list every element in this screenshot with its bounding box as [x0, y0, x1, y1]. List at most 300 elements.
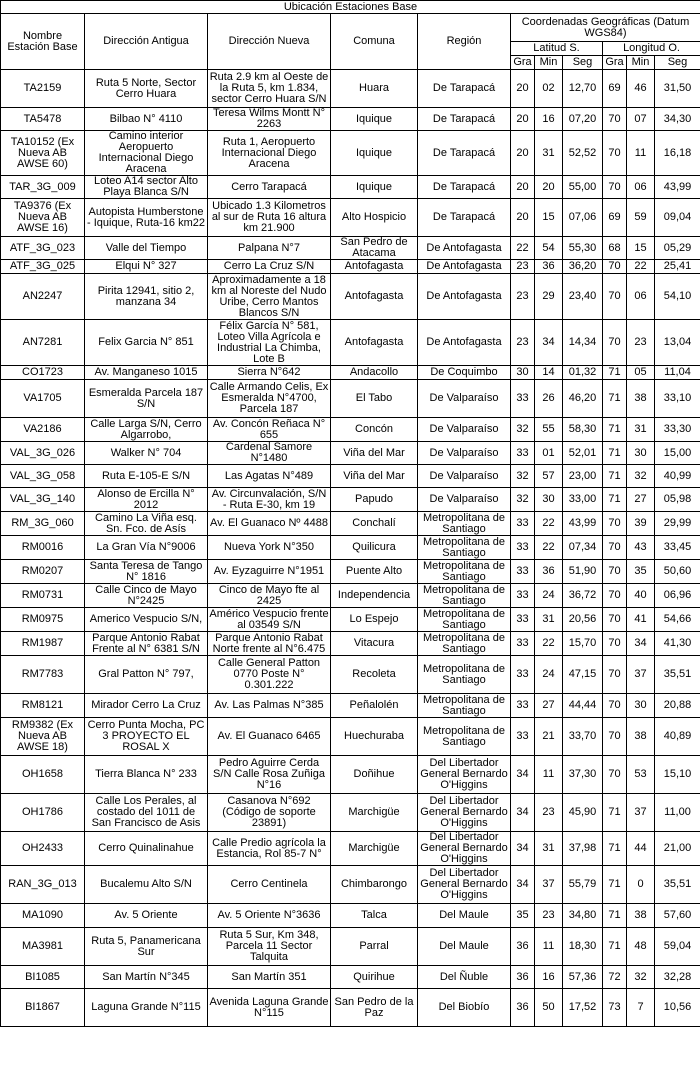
- cell-station-name: RAN_3G_013: [1, 866, 85, 904]
- cell-lat-gra: 33: [511, 632, 535, 656]
- cell-comuna: Viña del Mar: [331, 442, 418, 465]
- cell-lon-seg: 40,99: [655, 465, 700, 488]
- table-row: [1, 718, 700, 756]
- cell-lat-min: 31: [535, 608, 563, 632]
- cell-region: De Antofagasta: [418, 274, 511, 320]
- cell-region: Del Maule: [418, 928, 511, 966]
- cell-lon-min: 31: [627, 418, 655, 442]
- cell-lon-gra: 70: [603, 694, 627, 718]
- cell-new-address: Calle Armando Celis, Ex Esmeralda N°4700, Parcela 187: [208, 380, 331, 418]
- cell-station-name: VA1705: [1, 380, 85, 418]
- table-row: [1, 418, 700, 442]
- cell-new-address: Ruta 1, Aeropuerto Internacional Diego Aracena: [208, 131, 331, 176]
- header-coordenadas: Coordenadas Geográficas (Datum WGS84): [511, 14, 700, 42]
- cell-lon-seg: 13,04: [655, 320, 700, 366]
- cell-lon-min: 7: [627, 989, 655, 1027]
- cell-lon-min: 37: [627, 794, 655, 832]
- cell-lat-min: 36: [535, 560, 563, 584]
- cell-station-name: RM8121: [1, 694, 85, 718]
- cell-lat-seg: 55,30: [563, 237, 603, 260]
- cell-lon-gra: 70: [603, 536, 627, 560]
- cell-old-address: Cerro Quinalinahue: [85, 832, 208, 866]
- cell-lat-seg: 37,30: [563, 756, 603, 794]
- cell-lat-min: 22: [535, 512, 563, 536]
- cell-lon-seg: 54,66: [655, 608, 700, 632]
- cell-lat-gra: 33: [511, 584, 535, 608]
- cell-new-address: Cardenal Samore N°1480: [208, 442, 331, 465]
- table-row: [1, 260, 700, 274]
- cell-comuna: Independencia: [331, 584, 418, 608]
- cell-lon-seg: 57,60: [655, 904, 700, 928]
- cell-comuna: Peñalolén: [331, 694, 418, 718]
- cell-lon-gra: 70: [603, 656, 627, 694]
- table-row: [1, 442, 700, 465]
- cell-station-name: TAR_3G_009: [1, 176, 85, 199]
- cell-lat-min: 16: [535, 108, 563, 131]
- cell-old-address: Walker N° 704: [85, 442, 208, 465]
- cell-lon-min: 27: [627, 488, 655, 512]
- cell-lat-min: 20: [535, 176, 563, 199]
- cell-new-address: Av. Concón Reñaca N° 655: [208, 418, 331, 442]
- cell-lon-seg: 25,41: [655, 260, 700, 274]
- cell-old-address: Ruta 5 Norte, Sector Cerro Huara: [85, 70, 208, 108]
- cell-lat-min: 22: [535, 632, 563, 656]
- cell-lat-gra: 20: [511, 199, 535, 237]
- cell-lon-min: 0: [627, 866, 655, 904]
- cell-region: De Tarapacá: [418, 108, 511, 131]
- cell-lon-gra: 70: [603, 584, 627, 608]
- cell-lon-gra: 71: [603, 928, 627, 966]
- cell-old-address: La Gran Vía N°9006: [85, 536, 208, 560]
- cell-lon-min: 05: [627, 366, 655, 380]
- cell-region: Metropolitana de Santiago: [418, 536, 511, 560]
- cell-station-name: RM1987: [1, 632, 85, 656]
- cell-lon-seg: 33,30: [655, 418, 700, 442]
- cell-old-address: Alonso de Ercilla N° 2012: [85, 488, 208, 512]
- cell-old-address: Bilbao N° 4110: [85, 108, 208, 131]
- cell-lon-seg: 09,04: [655, 199, 700, 237]
- cell-lon-gra: 70: [603, 718, 627, 756]
- cell-region: De Valparaíso: [418, 418, 511, 442]
- table-row: [1, 584, 700, 608]
- cell-lat-gra: 34: [511, 756, 535, 794]
- cell-old-address: Autopista Humberstone - Iquique, Ruta-16 km22: [85, 199, 208, 237]
- cell-new-address: Calle Predio agrícola la Estancia, Rol 85-7 N°: [208, 832, 331, 866]
- cell-region: Metropolitana de Santiago: [418, 632, 511, 656]
- cell-comuna: Antofagasta: [331, 260, 418, 274]
- cell-lat-seg: 37,98: [563, 832, 603, 866]
- cell-new-address: Cerro Centinela: [208, 866, 331, 904]
- cell-new-address: Cerro La Cruz S/N: [208, 260, 331, 274]
- cell-lon-gra: 70: [603, 632, 627, 656]
- cell-lon-gra: 71: [603, 418, 627, 442]
- table-row: [1, 608, 700, 632]
- cell-lon-min: 35: [627, 560, 655, 584]
- table-row: [1, 274, 700, 320]
- table-row: [1, 656, 700, 694]
- cell-lat-gra: 20: [511, 70, 535, 108]
- table-row: [1, 794, 700, 832]
- cell-region: De Antofagasta: [418, 320, 511, 366]
- table-body: [1, 70, 700, 1027]
- header-region: Región: [418, 14, 511, 70]
- table-row: [1, 380, 700, 418]
- cell-region: Del Maule: [418, 904, 511, 928]
- cell-old-address: Felix Garcia N° 851: [85, 320, 208, 366]
- cell-lon-min: 53: [627, 756, 655, 794]
- cell-station-name: CO1723: [1, 366, 85, 380]
- cell-region: De Tarapacá: [418, 131, 511, 176]
- cell-lon-gra: 69: [603, 70, 627, 108]
- cell-new-address: Las Agatas N°489: [208, 465, 331, 488]
- cell-new-address: Américo Vespucio frente al 03549 S/N: [209, 607, 329, 631]
- cell-region: De Valparaíso: [418, 380, 511, 418]
- cell-comuna: Parral: [331, 928, 418, 966]
- cell-lon-min: 40: [627, 584, 655, 608]
- cell-new-address: Avenida Laguna Grande N°115: [208, 989, 331, 1027]
- cell-old-address: Laguna Grande N°115: [85, 989, 208, 1027]
- cell-lat-gra: 33: [511, 694, 535, 718]
- cell-old-address: Esmeralda Parcela 187 S/N: [85, 380, 208, 418]
- cell-old-address: Santa Teresa de Tango N° 1816: [85, 560, 208, 584]
- cell-lon-min: 22: [627, 260, 655, 274]
- cell-lat-min: 11: [535, 756, 563, 794]
- cell-lat-min: 24: [535, 584, 563, 608]
- table-row: [1, 512, 700, 536]
- cell-lon-min: 44: [627, 832, 655, 866]
- cell-lat-seg: 14,34: [563, 320, 603, 366]
- table-row: [1, 237, 700, 260]
- cell-lon-seg: 33,10: [655, 380, 700, 418]
- cell-lat-seg: 36,20: [563, 260, 603, 274]
- cell-lat-gra: 33: [511, 656, 535, 694]
- cell-comuna: Talca: [331, 904, 418, 928]
- cell-comuna: Concón: [331, 418, 418, 442]
- cell-comuna: Viña del Mar: [331, 465, 418, 488]
- cell-region: De Tarapacá: [418, 70, 511, 108]
- cell-region: Metropolitana de Santiago: [418, 608, 511, 632]
- cell-station-name: MA1090: [1, 904, 85, 928]
- cell-station-name: BI1085: [1, 966, 85, 989]
- cell-lat-gra: 35: [511, 904, 535, 928]
- cell-lon-min: 37: [627, 656, 655, 694]
- cell-lon-seg: 59,04: [655, 928, 700, 966]
- cell-lat-seg: 45,90: [563, 794, 603, 832]
- cell-region: De Valparaíso: [418, 442, 511, 465]
- cell-region: Del Libertador General Bernardo O'Higgins: [418, 756, 511, 794]
- header-nombre: Nombre Estación Base: [1, 14, 85, 70]
- cell-lon-seg: 21,00: [655, 832, 700, 866]
- cell-lat-seg: 52,52: [563, 131, 603, 176]
- cell-lat-min: 27: [535, 694, 563, 718]
- cell-old-address: Gral Patton N° 797,: [85, 656, 208, 694]
- cell-lon-seg: 11,00: [655, 794, 700, 832]
- table-row: [1, 366, 700, 380]
- table-row: [1, 632, 700, 656]
- cell-lat-seg: 43,99: [563, 512, 603, 536]
- cell-lon-seg: 11,04: [655, 366, 700, 380]
- cell-lon-gra: 70: [603, 274, 627, 320]
- cell-station-name: RM9382 (Ex Nueva AB AWSE 18): [1, 718, 85, 756]
- cell-old-address: Loteo A14 sector Alto Playa Blanca S/N: [85, 176, 208, 199]
- cell-lat-min: 30: [535, 488, 563, 512]
- cell-lon-gra: 70: [603, 560, 627, 584]
- cell-lat-seg: 01,32: [563, 366, 603, 380]
- cell-lat-seg: 58,30: [563, 418, 603, 442]
- cell-old-address: Ruta E-105-E S/N: [85, 465, 208, 488]
- cell-lat-gra: 23: [511, 274, 535, 320]
- cell-lat-gra: 20: [511, 131, 535, 176]
- cell-lat-seg: 33,00: [563, 488, 603, 512]
- cell-lon-seg: 34,30: [655, 108, 700, 131]
- cell-new-address: Nueva York N°350: [208, 536, 331, 560]
- cell-region: De Valparaíso: [418, 488, 511, 512]
- cell-lon-gra: 72: [603, 966, 627, 989]
- cell-comuna: Chimbarongo: [331, 866, 418, 904]
- cell-lat-seg: 23,40: [563, 274, 603, 320]
- cell-old-address: Valle del Tiempo: [85, 237, 208, 260]
- header-lat-min: Min: [535, 56, 563, 70]
- cell-lon-gra: 70: [603, 131, 627, 176]
- cell-old-address: Camino La Viña esq. Sn. Fco. de Asís: [85, 512, 208, 536]
- cell-lon-seg: 54,10: [655, 274, 700, 320]
- cell-lon-min: 59: [627, 199, 655, 237]
- cell-region: Del Ñuble: [418, 966, 511, 989]
- cell-lon-min: 38: [627, 380, 655, 418]
- cell-lon-gra: 70: [603, 512, 627, 536]
- cell-lat-seg: 07,34: [563, 536, 603, 560]
- cell-comuna: Huechuraba: [331, 718, 418, 756]
- header-lat-gra: Gra: [511, 56, 535, 70]
- cell-new-address: Ubicado 1.3 Kilometros al sur de Ruta 16 altura km 21.900: [208, 199, 331, 237]
- cell-station-name: RM0731: [1, 584, 85, 608]
- cell-station-name: AN7281: [1, 320, 85, 366]
- cell-station-name: ATF_3G_023: [1, 237, 85, 260]
- cell-lat-min: 24: [535, 656, 563, 694]
- cell-station-name: RM_3G_060: [1, 512, 85, 536]
- cell-lon-seg: 35,51: [655, 866, 700, 904]
- cell-lon-seg: 33,45: [655, 536, 700, 560]
- cell-region: Metropolitana de Santiago: [418, 584, 511, 608]
- cell-comuna: El Tabo: [331, 380, 418, 418]
- cell-lon-min: 06: [627, 176, 655, 199]
- cell-lon-gra: 70: [603, 608, 627, 632]
- cell-region: Metropolitana de Santiago: [418, 718, 511, 756]
- cell-lat-seg: 18,30: [563, 928, 603, 966]
- cell-lat-seg: 07,20: [563, 108, 603, 131]
- cell-lat-gra: 32: [511, 418, 535, 442]
- cell-station-name: TA9376 (Ex Nueva AB AWSE 16): [1, 199, 85, 237]
- cell-lon-gra: 71: [603, 366, 627, 380]
- cell-comuna: Iquique: [331, 176, 418, 199]
- cell-old-address: Camino interior Aeropuerto Internacional Diego Aracena: [85, 131, 208, 176]
- cell-lon-gra: 71: [603, 794, 627, 832]
- cell-comuna: Quirihue: [331, 966, 418, 989]
- cell-station-name: MA3981: [1, 928, 85, 966]
- cell-station-name: BI1867: [1, 989, 85, 1027]
- cell-comuna: Iquique: [331, 108, 418, 131]
- cell-comuna: Marchigüe: [331, 832, 418, 866]
- cell-lon-min: 23: [627, 320, 655, 366]
- cell-new-address: Ruta 2.9 km al Oeste de la Ruta 5, km 1.834, sector Cerro Huara S/N: [208, 70, 331, 108]
- table-title: Ubicación Estaciones Base: [1, 1, 700, 14]
- cell-lat-min: 26: [535, 380, 563, 418]
- cell-lat-gra: 30: [511, 366, 535, 380]
- cell-lat-min: 14: [535, 366, 563, 380]
- cell-lon-seg: 50,60: [655, 560, 700, 584]
- cell-old-address: Calle Larga S/N, Cerro Algarrobo,: [85, 418, 208, 442]
- cell-region: Del Libertador General Bernardo O'Higgins: [418, 832, 511, 866]
- cell-lat-seg: 51,90: [563, 560, 603, 584]
- cell-region: De Tarapacá: [418, 176, 511, 199]
- cell-lon-gra: 71: [603, 904, 627, 928]
- cell-lon-gra: 70: [603, 108, 627, 131]
- table-row: [1, 928, 700, 966]
- cell-lon-gra: 71: [603, 465, 627, 488]
- cell-station-name: TA10152 (Ex Nueva AB AWSE 60): [1, 131, 85, 176]
- table-row: [1, 199, 700, 237]
- cell-old-address: San Martín N°345: [85, 966, 208, 989]
- cell-station-name: VAL_3G_058: [1, 465, 85, 488]
- cell-lat-min: 15: [535, 199, 563, 237]
- cell-new-address: Calle General Patton 0770 Poste N° 0.301.222: [208, 656, 331, 694]
- cell-comuna: Antofagasta: [331, 320, 418, 366]
- table-row: [1, 560, 700, 584]
- cell-region: Metropolitana de Santiago: [418, 656, 511, 694]
- cell-lat-gra: 33: [511, 608, 535, 632]
- cell-lat-min: 11: [535, 928, 563, 966]
- cell-lat-min: 55: [535, 418, 563, 442]
- cell-new-address: Ruta 5 Sur, Km 348, Parcela 11 Sector Talquita: [208, 928, 331, 966]
- header-lon-min: Min: [627, 56, 655, 70]
- cell-region: De Valparaíso: [418, 465, 511, 488]
- cell-old-address: Tierra Blanca N° 233: [85, 756, 208, 794]
- cell-station-name: RM0975: [1, 608, 85, 632]
- header-comuna: Comuna: [331, 14, 418, 70]
- cell-comuna: San Pedro de la Paz: [331, 989, 418, 1027]
- cell-lat-seg: 07,06: [563, 199, 603, 237]
- cell-region: De Tarapacá: [418, 199, 511, 237]
- cell-region: Del Libertador General Bernardo O'Higgins: [418, 794, 511, 832]
- cell-lon-min: 41: [627, 608, 655, 632]
- cell-comuna: Puente Alto: [331, 560, 418, 584]
- cell-region: De Antofagasta: [418, 237, 511, 260]
- cell-lon-gra: 71: [603, 442, 627, 465]
- cell-new-address: Casanova N°692 (Código de soporte 23891): [208, 794, 331, 832]
- cell-lon-seg: 43,99: [655, 176, 700, 199]
- cell-comuna: Huara: [331, 70, 418, 108]
- table-row: [1, 966, 700, 989]
- table-row: [1, 756, 700, 794]
- cell-old-address: Parque Antonio Rabat Frente al N° 6381 S/N: [85, 632, 208, 656]
- cell-lat-gra: 36: [511, 928, 535, 966]
- cell-new-address: Palpana N°7: [208, 237, 331, 260]
- header-latitud: Latitud S.: [511, 42, 603, 56]
- cell-new-address: Sierra N°642: [208, 366, 331, 380]
- table-row: [1, 176, 700, 199]
- table-row: [1, 536, 700, 560]
- cell-region: Metropolitana de Santiago: [418, 694, 511, 718]
- cell-station-name: VAL_3G_140: [1, 488, 85, 512]
- cell-lon-min: 30: [627, 442, 655, 465]
- cell-lat-min: 02: [535, 70, 563, 108]
- cell-station-name: OH1658: [1, 756, 85, 794]
- cell-lon-seg: 15,00: [655, 442, 700, 465]
- cell-lat-seg: 15,70: [563, 632, 603, 656]
- cell-lat-min: 23: [535, 794, 563, 832]
- table-row: [1, 832, 700, 866]
- cell-lat-min: 01: [535, 442, 563, 465]
- table-row: [1, 904, 700, 928]
- cell-comuna: Andacollo: [331, 366, 418, 380]
- cell-lon-min: 39: [627, 512, 655, 536]
- cell-lon-gra: 71: [603, 380, 627, 418]
- cell-station-name: RM0207: [1, 560, 85, 584]
- cell-lat-seg: 46,20: [563, 380, 603, 418]
- cell-old-address: Av. 5 Oriente: [85, 904, 208, 928]
- cell-lat-min: 50: [535, 989, 563, 1027]
- cell-comuna: Doñihue: [331, 756, 418, 794]
- cell-lat-gra: 32: [511, 488, 535, 512]
- cell-lon-gra: 71: [603, 488, 627, 512]
- cell-lat-min: 31: [535, 832, 563, 866]
- cell-lon-min: 43: [627, 536, 655, 560]
- cell-lon-gra: 73: [603, 989, 627, 1027]
- cell-new-address: Av. El Guanaco Nº 4488: [208, 512, 331, 536]
- cell-new-address: Parque Antonio Rabat Norte frente al N°6.475: [208, 632, 331, 656]
- cell-old-address: Cerro Punta Mocha, PC 3 PROYECTO EL ROSAL X: [85, 718, 208, 756]
- cell-lat-seg: 44,44: [563, 694, 603, 718]
- cell-station-name: VAL_3G_026: [1, 442, 85, 465]
- cell-old-address: Pirita 12941, sitio 2, manzana 34: [85, 274, 208, 320]
- table-row: [1, 108, 700, 131]
- cell-region: Metropolitana de Santiago: [418, 512, 511, 536]
- cell-new-address: Av. Eyzaguirre N°1951: [208, 560, 331, 584]
- cell-new-address: Pedro Aguirre Cerda S/N Calle Rosa Zuñiga N°16: [208, 756, 331, 794]
- cell-lat-gra: 34: [511, 832, 535, 866]
- cell-new-address: Cinco de Mayo fte al 2425: [208, 584, 331, 608]
- cell-lon-gra: 70: [603, 260, 627, 274]
- table-row: [1, 70, 700, 108]
- cell-comuna: Antofagasta: [331, 274, 418, 320]
- cell-lon-min: 30: [627, 694, 655, 718]
- header-dir-antigua: Dirección Antigua: [85, 14, 208, 70]
- cell-lon-seg: 05,29: [655, 237, 700, 260]
- cell-lat-gra: 36: [511, 989, 535, 1027]
- cell-lat-gra: 23: [511, 260, 535, 274]
- cell-lon-min: 48: [627, 928, 655, 966]
- cell-station-name: OH1786: [1, 794, 85, 832]
- cell-lat-seg: 55,79: [563, 866, 603, 904]
- cell-lat-gra: 33: [511, 560, 535, 584]
- cell-old-address: Mirador Cerro La Cruz: [85, 694, 208, 718]
- cell-old-address: Ruta 5, Panamericana Sur: [85, 928, 208, 966]
- table-row: [1, 694, 700, 718]
- cell-station-name: RM0016: [1, 536, 85, 560]
- table-row: [1, 866, 700, 904]
- cell-lon-min: 11: [627, 131, 655, 176]
- cell-lat-gra: 33: [511, 380, 535, 418]
- cell-lat-gra: 22: [511, 237, 535, 260]
- cell-lat-gra: 33: [511, 718, 535, 756]
- cell-lat-seg: 23,00: [563, 465, 603, 488]
- cell-lon-gra: 70: [603, 756, 627, 794]
- cell-lat-gra: 20: [511, 108, 535, 131]
- cell-new-address: San Martín 351: [208, 966, 331, 989]
- cell-new-address: Av. 5 Oriente N°3636: [208, 904, 331, 928]
- table-row: [1, 989, 700, 1027]
- cell-old-address: Elqui N° 327: [85, 260, 208, 274]
